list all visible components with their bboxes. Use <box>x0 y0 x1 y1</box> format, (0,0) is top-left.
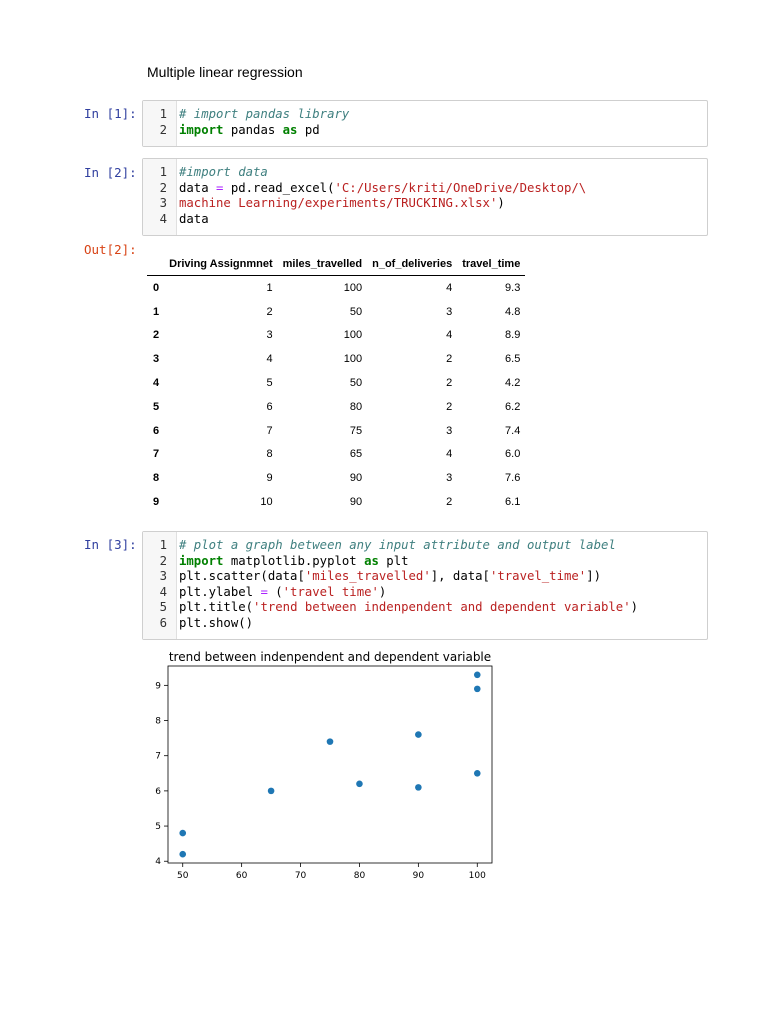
data-point <box>415 784 422 791</box>
code-text <box>179 600 638 616</box>
code-line <box>143 554 707 570</box>
data-point <box>179 851 186 858</box>
line-number: 3 <box>159 196 167 210</box>
table-cell: 8 <box>266 448 273 461</box>
data-point <box>268 788 275 795</box>
code-token: 'travel time' <box>282 584 379 599</box>
table-cell: 10 <box>260 496 273 509</box>
table-cell: 2 <box>266 305 273 318</box>
table-row <box>147 395 525 419</box>
line-number: 4 <box>159 584 167 599</box>
code-token: plt.scatter(data[ <box>179 569 305 583</box>
code-token: 'travel_time' <box>489 569 587 583</box>
table-row <box>147 490 525 514</box>
line-number: 2 <box>159 180 167 195</box>
row-index: 7 <box>153 448 160 461</box>
x-tick-label: 50 <box>177 871 189 881</box>
table-cell: 75 <box>349 424 363 437</box>
table-cell: 2 <box>446 400 453 413</box>
code-text <box>179 554 409 570</box>
row-index: 1 <box>153 305 160 318</box>
y-tick-label: 6 <box>155 786 161 797</box>
line-number: 1 <box>159 107 167 121</box>
y-tick-label: 4 <box>155 857 161 868</box>
row-index: 3 <box>153 353 160 366</box>
line-number: 5 <box>159 600 167 614</box>
data-point <box>327 738 334 745</box>
table-cell: 6.5 <box>505 353 521 366</box>
table-cell: 3 <box>266 329 273 342</box>
table-row <box>147 466 525 490</box>
code-text <box>179 165 268 181</box>
column-header: travel_time <box>457 253 525 276</box>
x-tick-label: 90 <box>412 871 425 881</box>
code-editor[interactable] <box>143 165 707 227</box>
table-cell: 7.4 <box>505 424 521 437</box>
x-tick-label: 100 <box>468 871 486 881</box>
code-line <box>143 585 707 601</box>
x-tick-label: 80 <box>353 871 366 881</box>
code-editor[interactable] <box>143 538 707 631</box>
dataframe-table <box>147 253 525 514</box>
table-cell: 65 <box>349 448 363 461</box>
code-token: machine Learning/experiments/TRUCKING.xlsx' <box>179 196 498 210</box>
code-line <box>143 600 707 616</box>
line-number: 2 <box>159 122 167 137</box>
x-tick-label: 70 <box>294 871 307 881</box>
code-line <box>143 181 707 197</box>
table-row <box>147 347 525 371</box>
table-cell: 4.8 <box>505 305 521 318</box>
code-token: pd.read_excel( <box>223 180 335 195</box>
line-number: 4 <box>159 211 167 226</box>
table-cell: 90 <box>349 496 363 509</box>
code-token: plt.title( <box>179 600 254 614</box>
line-number: 3 <box>159 569 167 583</box>
table-row <box>147 324 525 348</box>
code-token: 'miles_travelled' <box>304 569 431 583</box>
table-row <box>147 443 525 467</box>
table-cell: 3 <box>446 424 453 437</box>
code-token: matplotlib.pyplot <box>223 553 365 568</box>
table-cell: 90 <box>349 472 363 485</box>
line-number: 1 <box>159 165 167 179</box>
table-row <box>147 371 525 395</box>
y-tick-label: 8 <box>155 716 161 727</box>
code-token: ( <box>267 584 283 599</box>
code-line <box>143 123 707 139</box>
code-token: import <box>179 122 224 137</box>
code-line <box>143 165 707 181</box>
line-number: 2 <box>159 553 167 568</box>
row-index: 2 <box>153 329 160 342</box>
code-text <box>179 569 601 585</box>
data-point <box>474 671 481 678</box>
table-row <box>147 419 525 443</box>
column-header: n_of_deliveries <box>367 253 457 276</box>
code-text <box>179 538 616 554</box>
code-text <box>179 107 349 123</box>
code-token: #import data <box>179 165 268 179</box>
table-cell: 9 <box>266 472 273 485</box>
code-token: plt <box>378 553 409 568</box>
code-token: # plot a graph between any input attribute and output label <box>179 538 616 552</box>
table-cell: 2 <box>446 353 453 366</box>
table-cell: 6 <box>266 400 273 413</box>
code-cell-1[interactable] <box>142 100 708 147</box>
data-point <box>474 686 481 693</box>
table-row <box>147 276 525 300</box>
scatter-plot <box>140 646 500 886</box>
table-cell: 4 <box>446 448 453 461</box>
y-tick-label: 9 <box>155 681 161 692</box>
code-editor[interactable] <box>143 107 707 138</box>
table-cell: 1 <box>266 281 273 294</box>
data-point <box>356 781 363 788</box>
code-token: # import pandas library <box>179 107 350 121</box>
row-index: 8 <box>153 472 160 485</box>
code-token: plt.ylabel <box>179 584 261 599</box>
cell-prompt-in-3: In [3]: <box>84 537 137 552</box>
code-token: ], data[ <box>430 569 490 583</box>
x-tick-label: 60 <box>235 871 248 881</box>
code-text <box>179 212 209 228</box>
code-text <box>179 181 586 197</box>
code-line <box>143 569 707 585</box>
code-line <box>143 107 707 123</box>
row-index: 0 <box>153 281 160 294</box>
table-cell: 100 <box>343 329 363 342</box>
markdown-heading: Multiple linear regression <box>147 64 303 80</box>
table-cell: 6.2 <box>505 400 521 413</box>
code-token: ]) <box>586 569 602 583</box>
table-cell: 4 <box>266 353 273 366</box>
code-line <box>143 196 707 212</box>
code-line <box>143 212 707 228</box>
y-tick-label: 7 <box>155 751 161 762</box>
cell-prompt-out-2: Out[2]: <box>84 242 137 257</box>
chart-title: trend between indenpendent and dependent variable <box>168 650 492 664</box>
row-index: 4 <box>153 377 160 390</box>
row-index: 5 <box>153 400 160 413</box>
table-cell: 7.6 <box>505 472 521 485</box>
table-cell: 2 <box>446 496 453 509</box>
code-line <box>143 616 707 632</box>
row-index: 6 <box>153 424 160 437</box>
table-cell: 4.2 <box>505 377 521 390</box>
code-token: plt.show() <box>179 615 254 630</box>
code-token: ) <box>378 584 387 599</box>
code-token: pandas <box>223 122 283 137</box>
table-cell: 100 <box>343 353 363 366</box>
plot-frame <box>168 666 492 863</box>
table-cell: 6.0 <box>505 448 521 461</box>
code-token: import <box>179 553 224 568</box>
table-cell: 9.3 <box>505 281 521 294</box>
code-token: ) <box>497 196 505 210</box>
code-token: = <box>216 180 224 195</box>
table-cell: 4 <box>446 281 453 294</box>
code-line <box>143 538 707 554</box>
line-number: 6 <box>159 615 167 630</box>
table-cell: 7 <box>266 424 273 437</box>
code-token: 'C:/Users/kriti/OneDrive/Desktop/\ <box>334 180 587 195</box>
table-cell: 8.9 <box>505 329 521 342</box>
data-point <box>415 731 422 738</box>
code-token: pd <box>297 122 320 137</box>
table-row <box>147 300 525 324</box>
cell-prompt-in-1: In [1]: <box>84 106 137 121</box>
code-text <box>179 616 253 632</box>
code-token: as <box>364 553 379 568</box>
code-text <box>179 123 320 139</box>
table-cell: 3 <box>446 472 453 485</box>
row-index: 9 <box>153 496 160 509</box>
code-text <box>179 196 505 212</box>
code-token: data <box>179 180 217 195</box>
table-cell: 6.1 <box>505 496 521 509</box>
code-token: ) <box>630 600 639 614</box>
code-cell-2[interactable] <box>142 158 708 236</box>
cell-prompt-in-2: In [2]: <box>84 165 137 180</box>
code-text <box>179 585 386 601</box>
table-cell: 50 <box>349 377 363 390</box>
y-tick-label: 5 <box>155 822 161 833</box>
code-token: data <box>179 211 209 226</box>
table-cell: 100 <box>343 281 363 294</box>
table-cell: 3 <box>446 305 453 318</box>
code-token: 'trend between indenpendent and dependent variable' <box>253 600 631 614</box>
code-token: = <box>260 584 268 599</box>
column-header: Driving Assignmnet <box>164 253 278 276</box>
index-header <box>147 253 164 276</box>
code-cell-3[interactable] <box>142 531 708 640</box>
table-cell: 4 <box>446 329 453 342</box>
table-header-row <box>147 253 525 276</box>
table-cell: 50 <box>349 305 363 318</box>
data-point <box>474 770 481 777</box>
table-cell: 5 <box>266 377 273 390</box>
column-header: miles_travelled <box>278 253 368 276</box>
line-number: 1 <box>159 538 167 552</box>
table-cell: 2 <box>446 377 453 390</box>
code-token: as <box>282 122 298 137</box>
table-cell: 80 <box>349 400 363 413</box>
data-point <box>179 830 186 837</box>
